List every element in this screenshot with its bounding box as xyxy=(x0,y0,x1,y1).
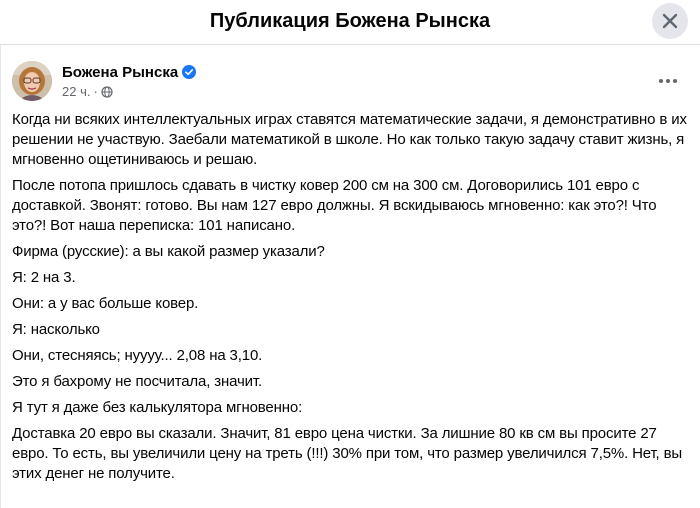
post-author-row xyxy=(12,61,688,103)
post-paragraph: Доставка 20 евро вы сказали. Значит, 81 евро цена чистки. За лишние 80 кв см вы просите 27 евро. То есть, вы увеличили цену на треть (!!!) 30% при том, что размер увеличился 7,5%. Нет, вы этих денег не получите. xyxy=(12,425,683,482)
post-paragraph: После потопа пришлось сдавать в чистку ковер 200 см на 300 см. Договорились 101 евро с доставкой. Звонят: готово. Вы нам 127 евро должны. Я вскидываюсь мгновенно: как это?! Что это?! Вот наша переписка: 101 написано. xyxy=(12,177,657,234)
post-paragraph: Они: а у вас больше ковер. xyxy=(12,295,199,312)
meta-separator: · xyxy=(93,84,98,99)
post-paragraph: Они, стесняясь; нуууу... 2,08 на 3,10. xyxy=(12,347,263,364)
post-paragraph: Я: 2 на 3. xyxy=(12,269,76,286)
more-options-button[interactable] xyxy=(652,65,684,97)
avatar[interactable] xyxy=(12,61,52,101)
post-timestamp[interactable]: 22 ч. xyxy=(62,84,91,99)
post-paragraph: Фирма (русские): а вы какой размер указали? xyxy=(12,243,325,260)
dialog-left-border xyxy=(0,45,1,508)
dialog-header xyxy=(0,0,700,45)
verified-badge-icon xyxy=(182,65,196,79)
globe-icon[interactable] xyxy=(101,86,113,98)
post-paragraph: Это я бахрому не посчитала, значит. xyxy=(12,373,262,390)
author-name[interactable] xyxy=(62,63,196,83)
post-meta xyxy=(62,84,113,100)
dialog-title: Публикация Божена Рынска xyxy=(209,10,491,32)
post-paragraph: Когда ни всяких интеллектуальных играх ставятся математические задачи, я демонстративно в их решении не участвую. Заебали математикой в школе. Но как только такую задачу ставит жизнь, я мгновенно ощетиниваюсь и решаю. xyxy=(12,111,687,168)
post-paragraph: Я: насколько xyxy=(12,321,100,338)
close-icon xyxy=(660,11,680,31)
more-options-icon xyxy=(658,78,678,84)
author-name-text[interactable]: Божена Рынска xyxy=(62,64,179,81)
post-paragraph: Я тут я даже без калькулятора мгновенно: xyxy=(12,399,303,416)
close-button[interactable] xyxy=(652,3,688,39)
post-text xyxy=(12,110,690,490)
